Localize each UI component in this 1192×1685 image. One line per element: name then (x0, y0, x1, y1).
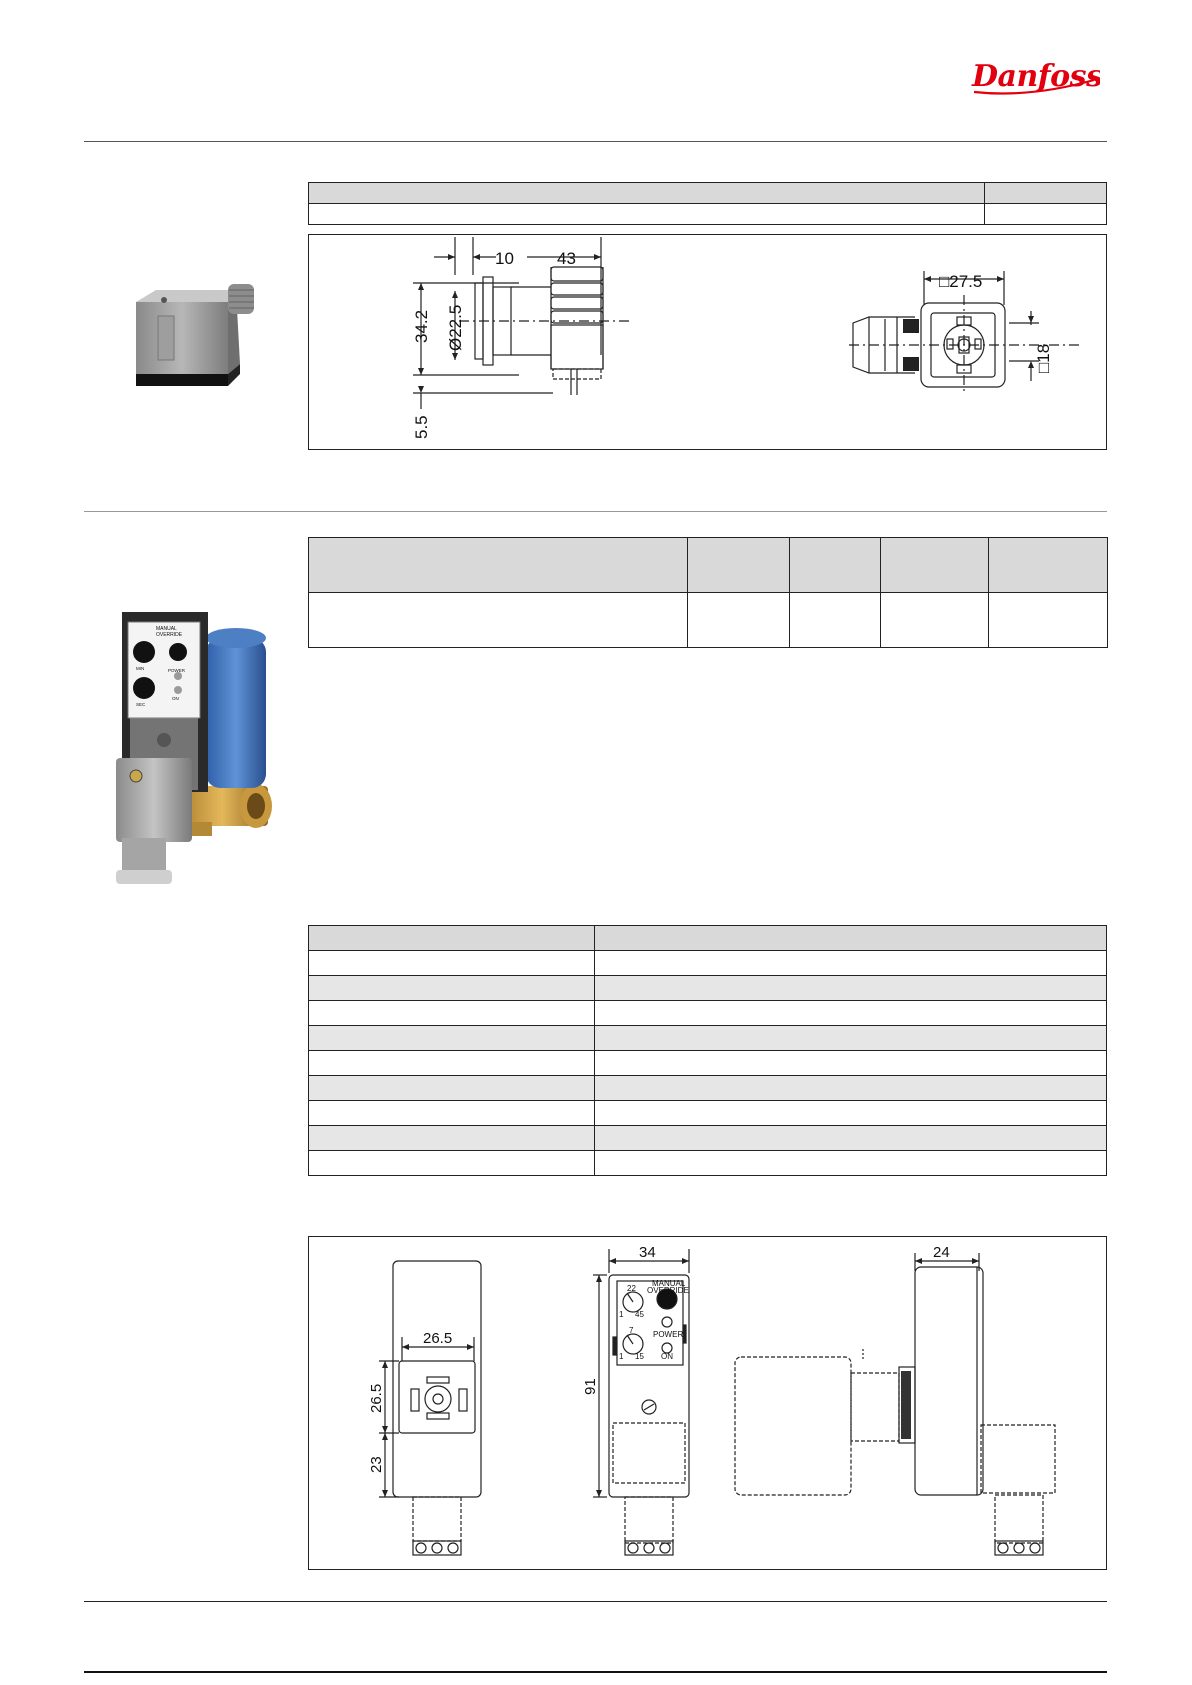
timer-spec-cell (309, 593, 688, 648)
timer-spec-cell (989, 593, 1108, 648)
tech-data-value-cell (595, 1076, 1107, 1101)
dim-front-height: 91 (582, 1378, 599, 1395)
tech-data-label-cell (309, 1101, 595, 1126)
header-rule (84, 141, 1107, 142)
dim-length: 43 (557, 249, 576, 268)
tech-data-label-cell (309, 976, 595, 1001)
tech-data-label-cell (309, 1026, 595, 1051)
tech-data-label-cell (309, 1126, 595, 1151)
connector-spec-cell (985, 204, 1107, 225)
label-override: OVERRIDE (647, 1286, 689, 1295)
tech-data-label-cell (309, 926, 595, 951)
tech-data-value-cell (595, 976, 1107, 1001)
connector-spec-table (308, 182, 1107, 225)
photo-label-sec: SEC (136, 702, 146, 707)
dim-front-gap: 10 (495, 249, 514, 268)
photo-label-on: ON (172, 696, 179, 701)
tech-data-value-cell (595, 926, 1107, 951)
tech-data-value-cell (595, 951, 1107, 976)
dim-square-width: □27.5 (939, 272, 983, 291)
technical-data-table (308, 925, 1107, 1176)
photo-label-manual: MANUAL (156, 626, 177, 632)
timer-valve-photo (116, 608, 292, 886)
dim-square-height: □18 (1034, 343, 1053, 373)
dim-face-width: 26.5 (423, 1330, 453, 1347)
dial-bottom-min: 1 (619, 1352, 624, 1361)
timer-spec-header-cell (790, 538, 881, 593)
label-power: POWER (653, 1330, 684, 1339)
timer-dimension-drawing (308, 1236, 1107, 1570)
section-divider (84, 511, 1107, 512)
tech-data-label-cell (309, 1051, 595, 1076)
tech-data-label-cell (309, 1151, 595, 1176)
dim-lower: 23 (368, 1456, 385, 1473)
dim-side-width: 24 (933, 1244, 950, 1261)
danfoss-logo (970, 52, 1100, 102)
tech-data-label-cell (309, 951, 595, 976)
label-on: ON (661, 1352, 673, 1361)
footer-bar (84, 1671, 1107, 1673)
dial-top-max: 22 (627, 1284, 636, 1293)
tech-data-label-cell (309, 1076, 595, 1101)
timer-spec-cell (688, 593, 790, 648)
dim-front-width: 34 (639, 1244, 656, 1261)
timer-spec-header-cell (881, 538, 989, 593)
brand-wordmark: Danfoss (972, 59, 1100, 94)
photo-label-power: POWER (168, 668, 186, 673)
connector-dimension-drawing (308, 234, 1107, 450)
connector-photo (128, 270, 258, 400)
connector-spec-cell (309, 204, 985, 225)
label-manual: MANUAL (652, 1279, 686, 1288)
tech-data-value-cell (595, 1126, 1107, 1151)
timer-spec-header-cell (309, 538, 688, 593)
tech-data-label-cell (309, 1001, 595, 1026)
connector-spec-header-cell (309, 183, 985, 204)
dim-face-height: 26.5 (368, 1383, 385, 1413)
tech-data-value-cell (595, 1151, 1107, 1176)
timer-spec-cell (790, 593, 881, 648)
dial-top-right: 45 (635, 1310, 644, 1319)
footer-rule (84, 1601, 1107, 1602)
timer-spec-header-cell (989, 538, 1108, 593)
photo-label-min: MIN (136, 666, 145, 671)
timer-spec-table (308, 537, 1108, 648)
tech-data-value-cell (595, 1101, 1107, 1126)
tech-data-value-cell (595, 1051, 1107, 1076)
dial-bottom-max: 7 (629, 1326, 634, 1335)
dim-diameter: Ø22.5 (446, 304, 465, 351)
dim-height: 34.2 (412, 309, 431, 343)
dial-top-min: 1 (619, 1310, 624, 1319)
dim-pin: 5.5 (412, 415, 431, 439)
timer-spec-header-cell (688, 538, 790, 593)
tech-data-value-cell (595, 1026, 1107, 1051)
timer-spec-cell (881, 593, 989, 648)
connector-spec-header-cell (985, 183, 1107, 204)
dial-bottom-right: 15 (635, 1352, 644, 1361)
tech-data-value-cell (595, 1001, 1107, 1026)
photo-label-override: OVERRIDE (156, 632, 183, 638)
